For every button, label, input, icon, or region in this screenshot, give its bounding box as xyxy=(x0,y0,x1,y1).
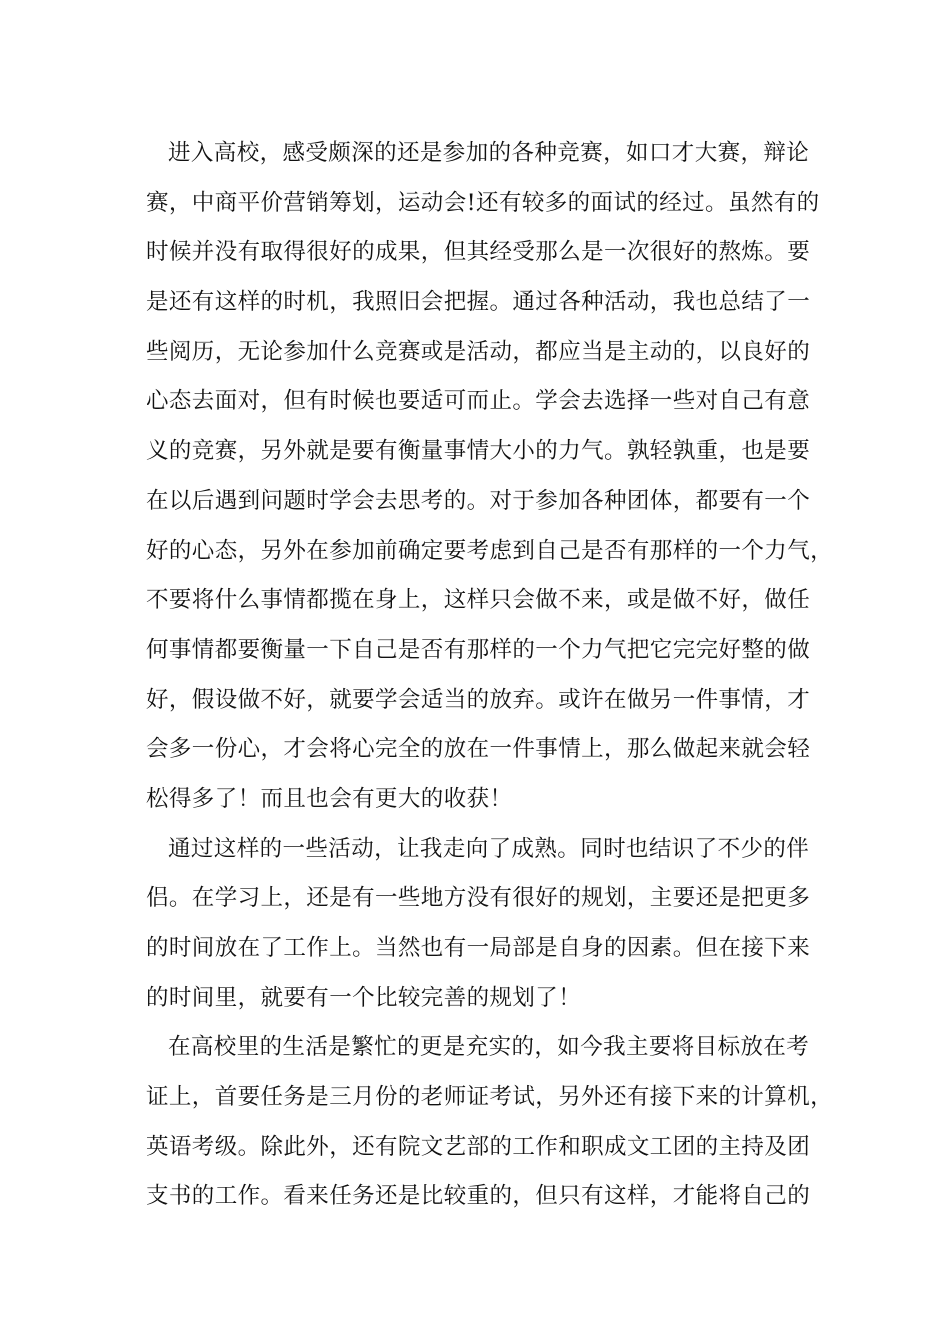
text-line: 好，假设做不好，就要学会适当的放弃。或许在做另一件事情，才 xyxy=(146,686,811,713)
text-line: 松得多了！而且也会有更大的收获！ xyxy=(146,785,513,812)
text-line: 心态去面对，但有时候也要适可而止。学会去选择一些对自己有意 xyxy=(146,388,811,415)
text-line: 的时间里，就要有一个比较完善的规划了！ xyxy=(146,984,582,1011)
text-line: 时候并没有取得很好的成果，但其经受那么是一次很好的熬炼。要 xyxy=(146,239,811,266)
text-line: 英语考级。除此外，还有院文艺部的工作和职成文工团的主持及团 xyxy=(146,1133,811,1160)
text-line: 通过这样的一些活动，让我走向了成熟。同时也结识了不少的伴 xyxy=(168,835,810,862)
text-line: 支书的工作。看来任务还是比较重的，但只有这样，才能将自己的 xyxy=(146,1183,811,1210)
text-line: 不要将什么事情都揽在身上，这样只会做不来，或是做不好，做任 xyxy=(146,587,811,614)
text-line: 是还有这样的时机，我照旧会把握。通过各种活动，我也总结了一 xyxy=(146,289,811,316)
text-line: 进入高校，感受颇深的还是参加的各种竞赛，如口才大赛，辩论 xyxy=(168,140,810,166)
text-line: 好的心态，另外在参加前确定要考虑到自己是否有那样的一个力气， xyxy=(146,537,834,564)
text-line: 义的竞赛，另外就是要有衡量事情大小的力气。孰轻孰重，也是要 xyxy=(146,438,811,465)
text-line: 的时间放在了工作上。当然也有一局部是自身的因素。但在接下来 xyxy=(146,935,811,961)
text-line: 侣。在学习上，还是有一些地方没有很好的规划，主要还是把更多 xyxy=(146,885,811,912)
text-line: 证上，首要任务是三月份的老师证考试，另外还有接下来的计算机， xyxy=(146,1084,834,1111)
text-line: 赛，中商平价营销筹划，运动会!还有较多的面试的经过。虽然有的 xyxy=(146,189,820,216)
text-line: 何事情都要衡量一下自己是否有那样的一个力气把它完完好整的做 xyxy=(146,636,811,663)
text-line: 在以后遇到问题时学会去思考的。对于参加各种团体，都要有一个 xyxy=(146,487,811,514)
body-text xyxy=(146,129,834,1222)
text-line: 会多一份心，才会将心完全的放在一件事情上，那么做起来就会轻 xyxy=(146,736,811,763)
text-line: 些阅历，无论参加什么竞赛或是活动，都应当是主动的，以良好的 xyxy=(146,338,811,365)
text-line: 在高校里的生活是繁忙的更是充实的，如今我主要将目标放在考 xyxy=(168,1034,810,1061)
